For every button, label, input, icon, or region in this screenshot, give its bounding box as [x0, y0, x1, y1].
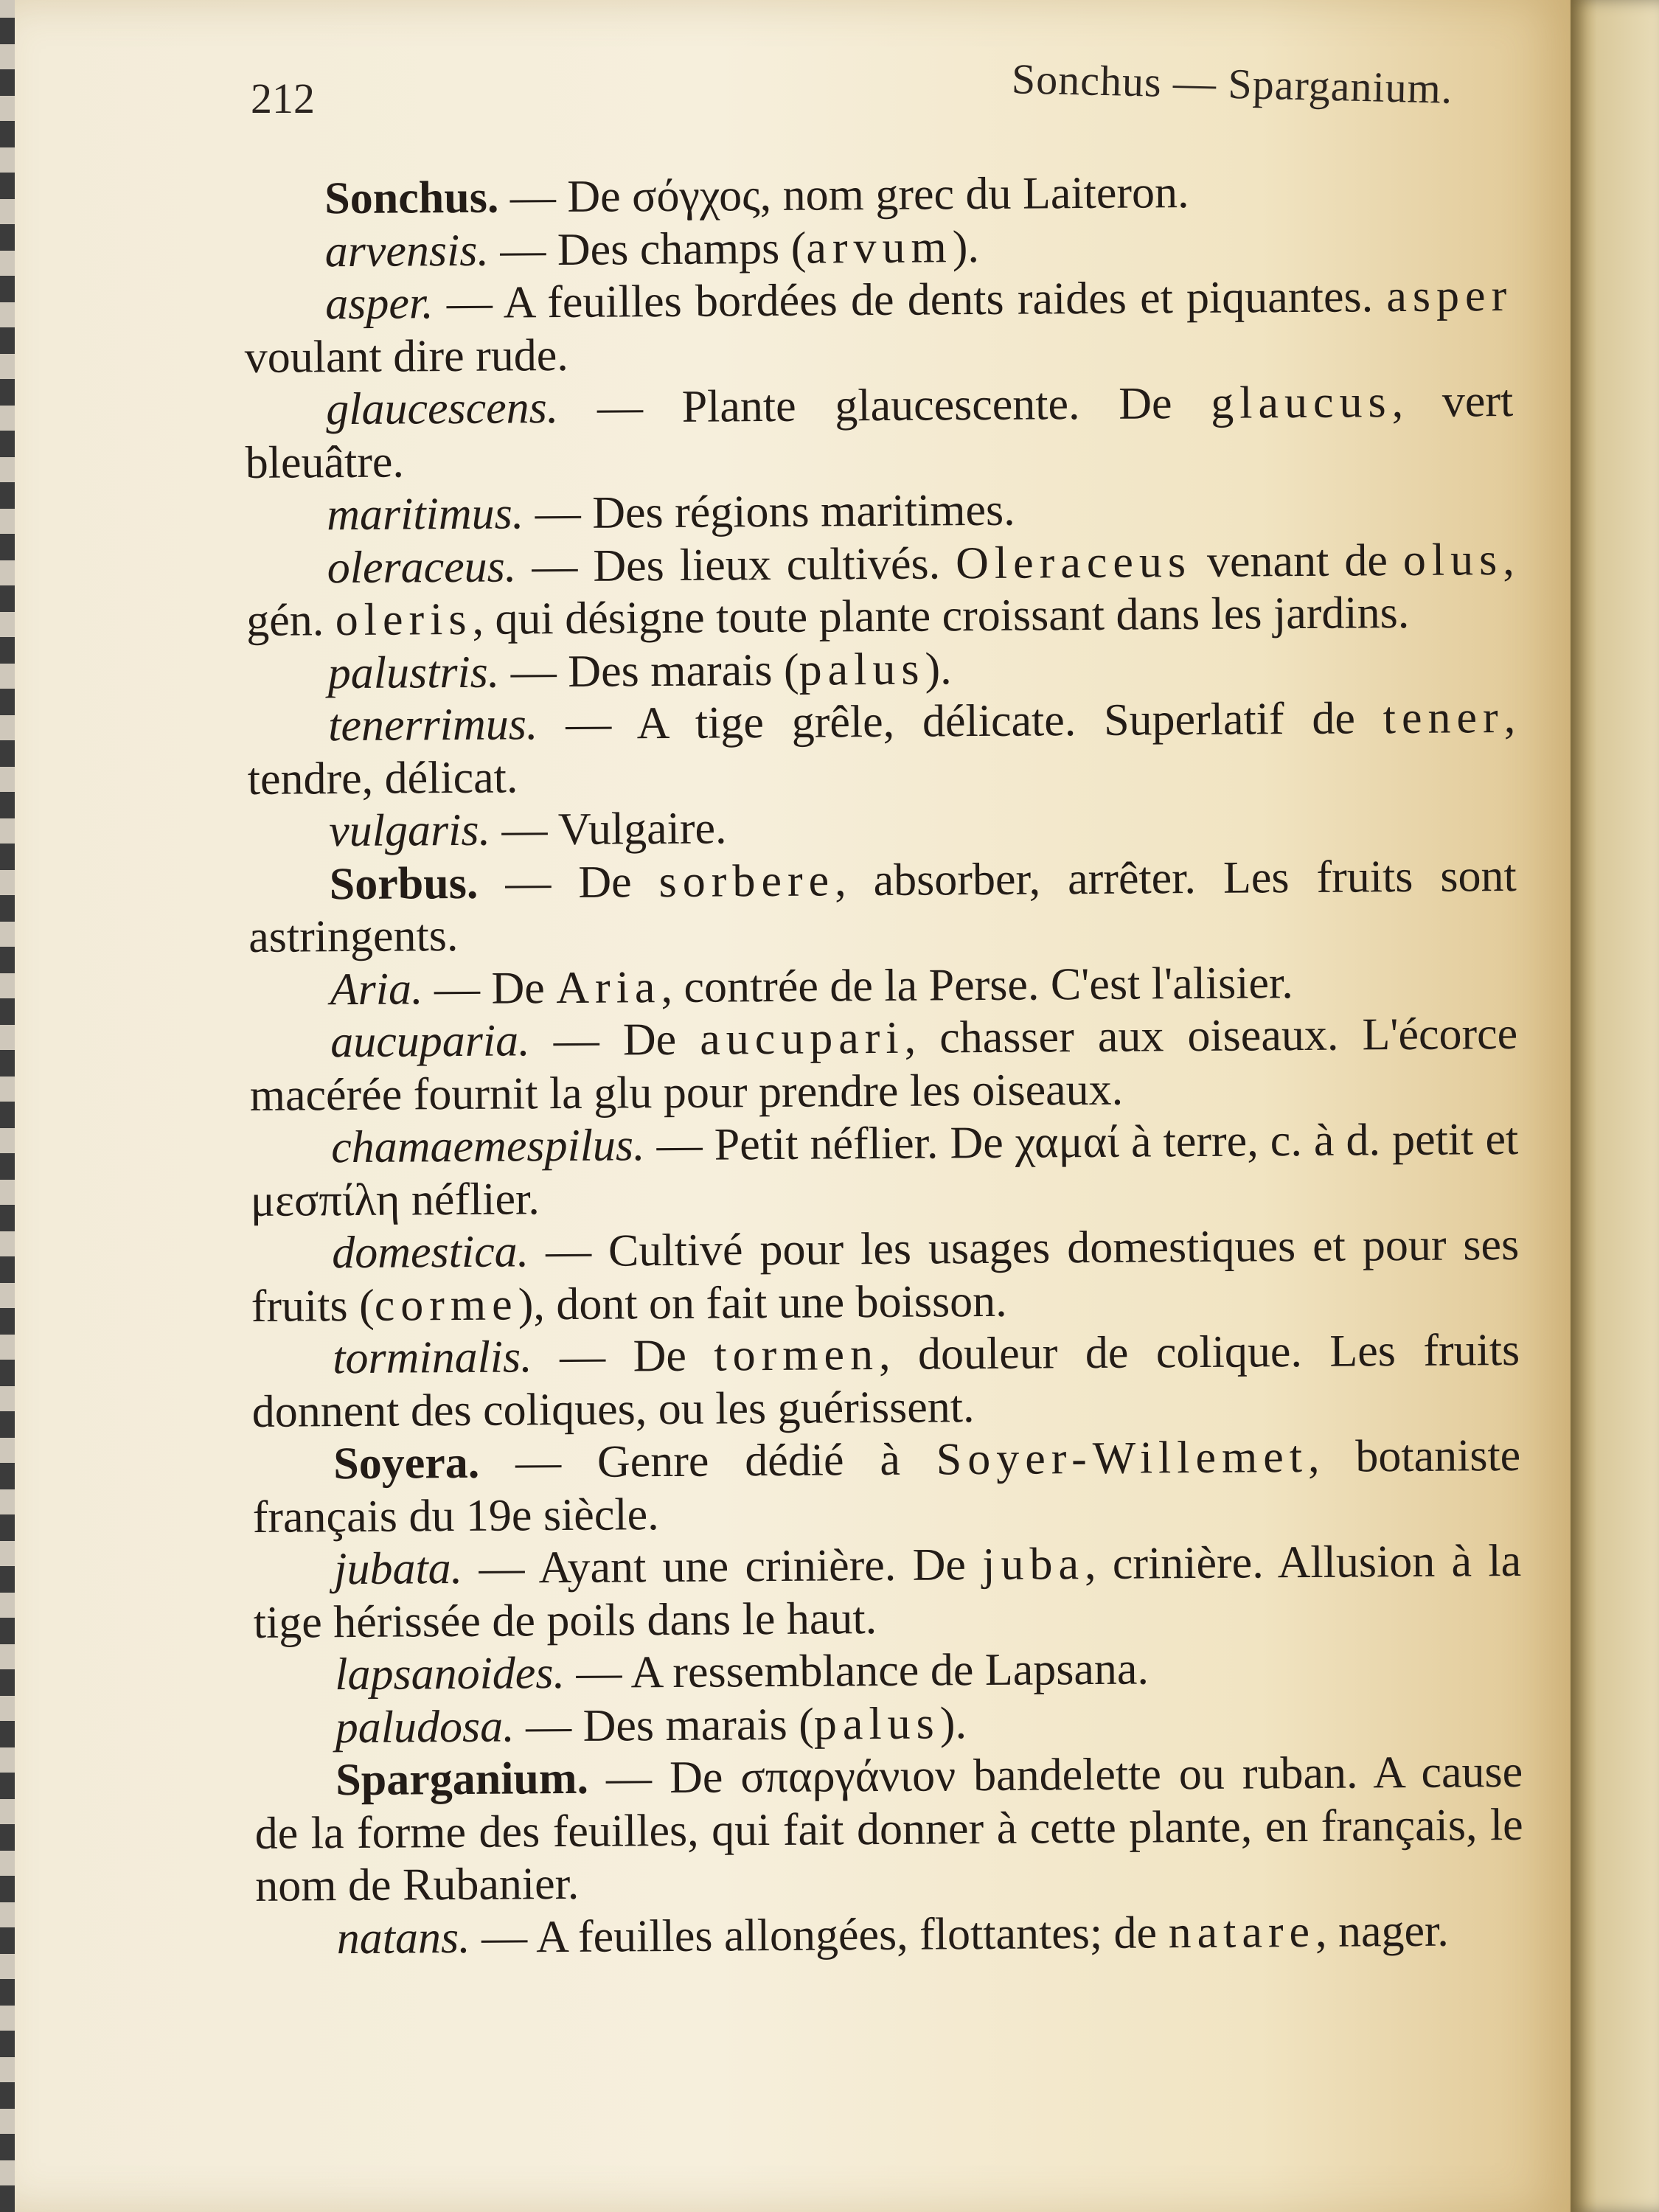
entry-palustris: palustris. — Des marais (palus).: [327, 643, 952, 698]
entry-natans: natans. — A feuilles allongées, flottantes; de natare, nager.: [336, 1905, 1449, 1964]
entry-arvensis: arvensis. — Des champs (arvum).: [324, 221, 980, 276]
entry-domestica: domestica. — Cultivé pour les usages domestiques et pour ses fruits (corme), dont on fait une boisson.: [251, 1219, 1520, 1332]
entry-oleraceus: oleraceus. — Des lieux cultivés. Oleraceus venant de olus, gén. oleris, qui désigne toute plante croissant dans les jardins.: [246, 534, 1514, 646]
entry-torminalis: torminalis. — De tormen, douleur de colique. Les fruits donnent des coliques, ou les guérissent.: [251, 1324, 1520, 1437]
entry-soyera: Soyera. — Genre dédié à Soyer-Willemet, botaniste français du 19e siècle.: [252, 1430, 1521, 1543]
entry-glaucescens: glaucescens. — Plante glaucescente. De glaucus, vert bleuâtre.: [245, 375, 1514, 488]
dictionary-body: [243, 164, 1524, 1966]
entry-sparganium: Sparganium. — De σπαργάνιον bandelette ou ruban. A cause de la forme des feuilles, qui fait donner à cette plante, en français, le nom de Rubanier.: [254, 1746, 1523, 1911]
entry-tenerrimus: tenerrimus. — A tige grêle, délicate. Superlatif de tener, tendre, délicat.: [247, 692, 1516, 804]
running-head: Sonchus — Sparganium.: [1011, 55, 1453, 113]
entry-asper: asper. — A feuilles bordées de dents raides et piquantes. asper voulant dire rude.: [244, 270, 1513, 383]
book-page: [15, 0, 1571, 2212]
entry-jubata: jubata. — Ayant une crinière. De juba, crinière. Allusion à la tige hérissée de poils dans le haut.: [253, 1535, 1522, 1648]
adjacent-page-edge: [1571, 0, 1659, 2212]
entry-sorbus: Sorbus. — De sorbere, absorber, arrêter. Les fruits sont astringents.: [248, 850, 1517, 962]
entry-chamaemespilus: chamaemespilus. — Petit néflier. De χαμαί à terre, c. à d. petit et μεσπίλη néflier.: [250, 1113, 1519, 1226]
entry-sonchus: Sonchus. — De σόγχος, nom grec du Laiteron.: [324, 167, 1189, 224]
entry-aria: Aria. — De Aria, contrée de la Perse. C'est l'alisier.: [330, 957, 1293, 1015]
entry-vulgaris: vulgaris. — Vulgaire.: [328, 803, 727, 857]
entry-lapsanoides: lapsanoides. — A ressemblance de Lapsana.: [334, 1644, 1150, 1700]
entry-aucuparia: aucuparia. — De aucupari, chasser aux oiseaux. L'écorce macérée fournit la glu pour prendre les oiseaux.: [249, 1008, 1518, 1121]
page-number: 212: [251, 74, 315, 122]
entry-maritimus: maritimus. — Des régions maritimes.: [326, 484, 1015, 540]
entry-paludosa: paludosa. — Des marais (palus).: [335, 1697, 967, 1753]
